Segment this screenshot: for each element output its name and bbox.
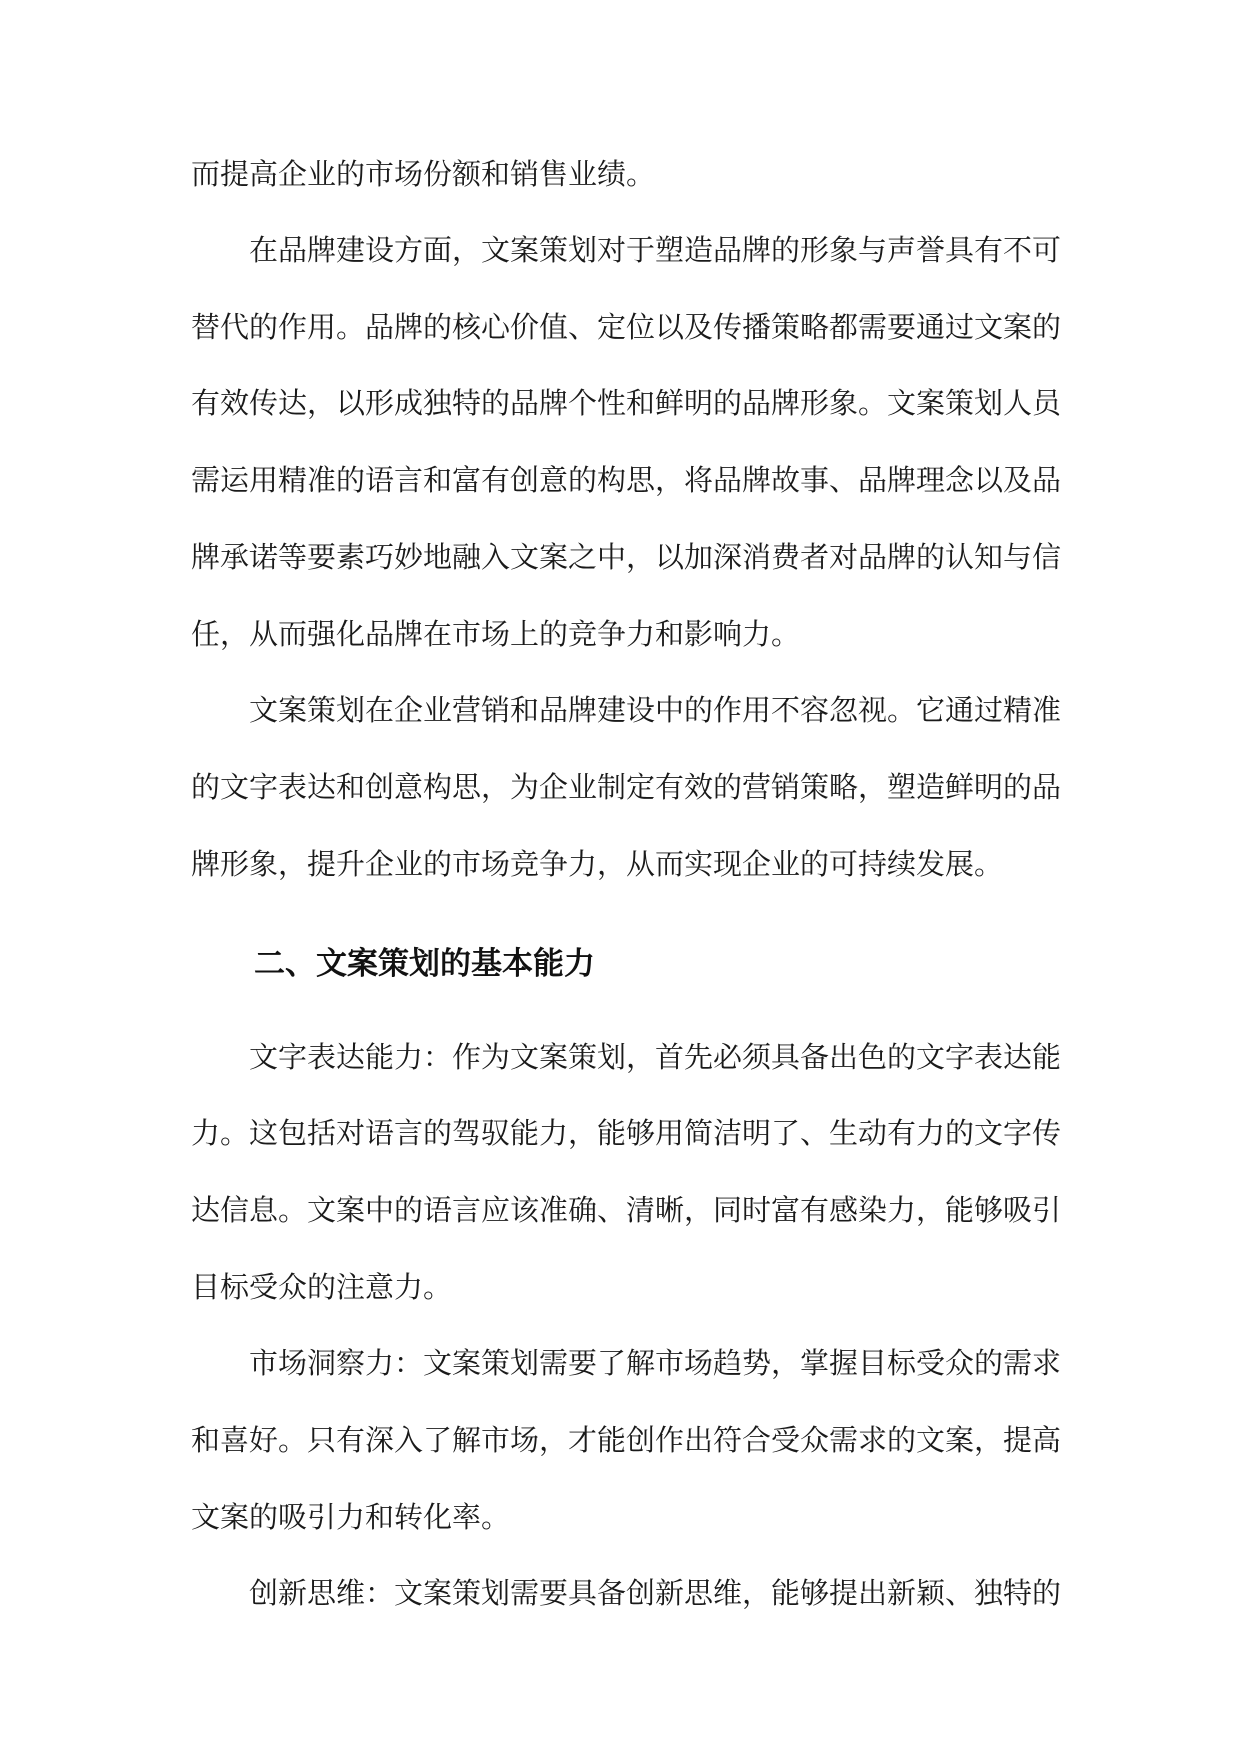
section-heading: 二、文案策划的基本能力 (254, 946, 595, 982)
paragraph-line: 牌形象，提升企业的市场竞争力，从而实现企业的可持续发展。 (191, 847, 1004, 881)
paragraph-line: 和喜好。只有深入了解市场，才能创作出符合受众需求的文案，提高 (191, 1423, 1062, 1457)
paragraph-line: 在品牌建设方面，文案策划对于塑造品牌的形象与声誉具有不可 (249, 233, 1062, 267)
paragraph-line: 替代的作用。品牌的核心价值、定位以及传播策略都需要通过文案的 (191, 310, 1062, 344)
paragraph-line: 的文字表达和创意构思，为企业制定有效的营销策略，塑造鲜明的品 (191, 770, 1062, 804)
paragraph-line: 目标受众的注意力。 (191, 1270, 453, 1304)
paragraph-line: 而提高企业的市场份额和销售业绩。 (191, 157, 656, 191)
paragraph-line: 力。这包括对语言的驾驭能力，能够用简洁明了、生动有力的文字传 (191, 1116, 1062, 1150)
paragraph-line: 文案策划在企业营销和品牌建设中的作用不容忽视。它通过精准 (249, 693, 1062, 727)
paragraph-line: 文案的吸引力和转化率。 (191, 1500, 511, 1534)
paragraph-line: 任，从而强化品牌在市场上的竞争力和影响力。 (191, 617, 801, 651)
paragraph-line: 需运用精准的语言和富有创意的构思，将品牌故事、品牌理念以及品 (191, 463, 1062, 497)
paragraph-line: 牌承诺等要素巧妙地融入文案之中，以加深消费者对品牌的认知与信 (191, 540, 1062, 574)
paragraph-line: 达信息。文案中的语言应该准确、清晰，同时富有感染力，能够吸引 (191, 1193, 1062, 1227)
paragraph-line: 文字表达能力：作为文案策划，首先必须具备出色的文字表达能 (249, 1040, 1062, 1074)
paragraph-line: 有效传达，以形成独特的品牌个性和鲜明的品牌形象。文案策划人员 (191, 386, 1062, 420)
paragraph-line: 创新思维：文案策划需要具备创新思维，能够提出新颖、独特的 (249, 1576, 1062, 1610)
paragraph-line: 市场洞察力：文案策划需要了解市场趋势，掌握目标受众的需求 (249, 1346, 1062, 1380)
